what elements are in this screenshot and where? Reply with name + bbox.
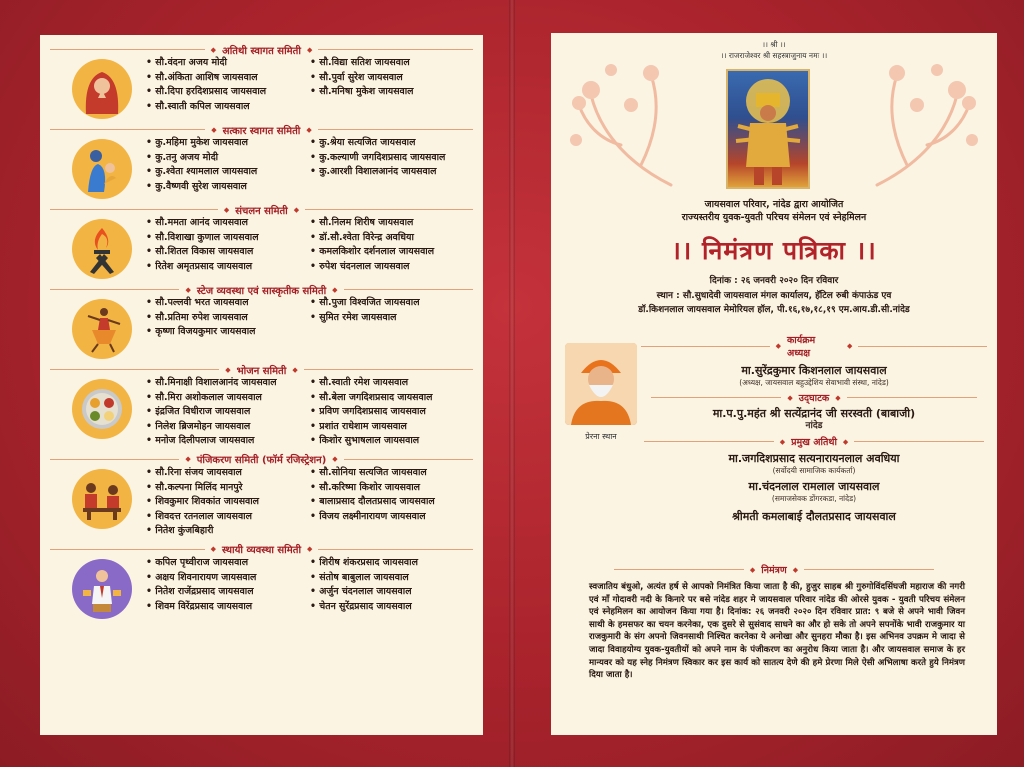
committee-member: • कु.कल्याणी जगदिशप्रसाद जायसवाल — [310, 151, 470, 166]
committee-member: • संतोष बाबुलाल जायसवाल — [310, 571, 470, 586]
host-line-1: जायसवाल परिवार, नांदेड द्वारा आयोजित — [704, 199, 844, 210]
committee-body — [50, 56, 473, 119]
committee-title: ◆ पंजिकरण समिती (फॉर्म रजिस्ट्रेशन) ◆ — [50, 453, 473, 466]
committee-member: • सौ.पुजा विश्वजित जायसवाल — [310, 296, 470, 311]
committee-member: • प्रविण जगदिशप्रसाद जायसवाल — [310, 405, 470, 420]
swami-portrait-icon — [565, 343, 637, 425]
committee-body — [50, 216, 473, 279]
dancer-icon — [72, 299, 132, 359]
committee-names — [146, 136, 473, 194]
committee-names — [146, 376, 473, 449]
committee-section — [50, 283, 473, 363]
committee-title: ◆ स्थायी व्यवस्था समिती ◆ — [50, 543, 473, 556]
committee-member: • अक्षय शिवनारायण जायसवाल — [146, 571, 302, 586]
inaugurator-heading-label: उद्‌घाटक — [798, 393, 830, 404]
committee-section — [50, 543, 473, 623]
floral-left-icon — [561, 45, 681, 195]
committee-member: • सौ.रिना संजय जायसवाल — [146, 466, 302, 481]
committee-member: • कमलकिशोर दर्शनलाल जायसवाल — [310, 245, 470, 260]
committee-member: • कपिल पृथ्वीराज जायसवाल — [146, 556, 302, 571]
inaugurator-name: मा.प.पु.महंत श्री सत्येंद्रानंद जी सरस्वती (बाबाजी) — [712, 407, 916, 420]
president-heading: ◆ कार्यक्रम अध्यक्ष ◆ — [641, 333, 987, 359]
committee-member: • सौ.विशाखा कुणाल जायसवाल — [146, 231, 302, 246]
committee-title-label: पंजिकरण समिती (फॉर्म रजिस्ट्रेशन) — [196, 455, 327, 467]
committee-names — [146, 296, 473, 340]
committee-title-label: सत्कार स्वागत समिती — [222, 125, 301, 137]
committee-member: • चेतन सुरेंद्रप्रसाद जायसवाल — [310, 600, 470, 615]
committee-member: • रितेश अमृतप्रसाद जायसवाल — [146, 260, 302, 275]
committee-title: ◆ अतिथी स्वागत समिती ◆ — [50, 43, 473, 56]
committee-member: • सौ.स्वाती कपिल जायसवाल — [146, 100, 302, 115]
venue-line-1: स्थान : सौ.सुधादेवी जायसवाल मंगल कार्यालय, हॅटिल रुबी कंपाऊंड एव — [656, 291, 892, 301]
chief-guest-heading: ◆ प्रमुख अतिथी ◆ — [641, 435, 987, 448]
date-line: दिनांक : २६ जनवरी २०२० दिन रविवार — [709, 276, 839, 286]
inaugurator-place: नांदेड — [805, 421, 823, 431]
committee-member: • शिवम विरेंद्रप्रसाद जायसवाल — [146, 600, 302, 615]
committee-title: ◆ संचलन समिती ◆ — [50, 203, 473, 216]
guest1-name: मा.जगदिशप्रसाद सत्यनारायनलाल अवधिया — [728, 452, 900, 465]
committee-member: • कु.महिमा मुकेश जायसवाल — [146, 136, 302, 151]
registration-desk-icon — [72, 469, 132, 529]
invitation-heading-wrap — [551, 563, 997, 576]
committee-body — [50, 376, 473, 449]
committee-section — [50, 43, 473, 123]
guest1-desc: (सर्वोदयी सामाजिक कार्यकर्ता) — [772, 466, 856, 475]
committee-member: • कृष्णा विजयकुमार जायसवाल — [146, 325, 302, 340]
deity-figure-icon — [728, 71, 808, 187]
guest2-name: मा.चंदनलाल रामलाल जायसवाल — [748, 480, 880, 493]
committee-member: • शिरीष शंकरप्रसाद जायसवाल — [310, 556, 470, 571]
committee-member: • सुमित रमेश जायसवाल — [310, 311, 470, 326]
thali-icon — [72, 379, 132, 439]
committee-title-label: स्थायी व्यवस्था समिती — [221, 545, 302, 557]
venue-line-2: डॉ.किशनलाल जायसवाल मेमोरियल हॉल, पी.१६,१७,१८,१९ एम.आय.डी.सी.नांदेड — [638, 305, 910, 315]
committee-member: • किशोर सुभाषलाल जायसवाल — [310, 434, 470, 449]
center-fold — [509, 0, 515, 767]
manager-icon — [72, 559, 132, 619]
committee-member: • निलेश ब्रिजमोहन जायसवाल — [146, 420, 302, 435]
committee-title: ◆ स्टेज व्यवस्था एवं सास्कृतीक समिती ◆ — [50, 283, 473, 296]
guest-section — [641, 333, 987, 524]
committee-section — [50, 203, 473, 283]
inaugurator-heading: ◆ उद्‌घाटक ◆ — [641, 391, 987, 404]
invitation-title: ।। निमंत्रण पत्रिका ।। — [671, 236, 877, 265]
shri-line: ।। श्री ।। — [762, 40, 786, 49]
committee-member: • शिवकुमार शिवकांत जायसवाल — [146, 495, 302, 510]
committee-section — [50, 453, 473, 543]
committee-names — [146, 56, 473, 114]
committee-member: • कु.तनु अजय मोदी — [146, 151, 302, 166]
mantra-line: ।। राजराजेश्वर श्री सहस्त्राजुनाय नमः ।। — [720, 51, 828, 60]
committee-member: • कु.श्वेता श्यामलाल जायसवाल — [146, 165, 302, 180]
committee-title-label: भोजन समिती — [236, 365, 287, 377]
committee-member: • मनोज दिलीपलाज जायसवाल — [146, 434, 302, 449]
mother-child-icon — [72, 139, 132, 199]
deity-image — [726, 69, 810, 189]
committee-names — [146, 556, 473, 614]
committee-member: • सौ.मनिषा मुकेश जायसवाल — [310, 85, 470, 100]
committee-member: • सौ.मिरा अशोकलाल जायसवाल — [146, 391, 302, 406]
invitation-panel — [551, 33, 997, 735]
floral-right-icon — [867, 45, 987, 195]
committee-member: • कु.आरशी विशालआनंद जायसवाल — [310, 165, 470, 180]
committees-panel — [40, 35, 483, 735]
committee-member: • बालाप्रसाद दौलतप्रसाद जायसवाल — [310, 495, 470, 510]
committee-section — [50, 123, 473, 203]
committee-names — [146, 466, 473, 539]
committee-member: • सौ.निलम शिरीष जायसवाल — [310, 216, 470, 231]
committee-member: • सौ.कल्पना मिलिंद मानपुरे — [146, 481, 302, 496]
invitation-heading: ◆ निमंत्रण ◆ — [551, 563, 997, 576]
guest3-name: श्रीमती कमलाबाई दौलतप्रसाद जायसवाल — [732, 510, 896, 523]
committee-member: • रुपेश चंदनलाल जायसवाल — [310, 260, 470, 275]
committee-member: • इंद्रजित विधीराज जायसवाल — [146, 405, 302, 420]
committee-member: • सौ.सोनिया सत्यजित जायसवाल — [310, 466, 470, 481]
committee-member: • सौ.शितल विकास जायसवाल — [146, 245, 302, 260]
committee-names — [146, 216, 473, 274]
president-heading-label: कार्यक्रम अध्यक्ष — [786, 335, 816, 359]
committee-body — [50, 466, 473, 539]
committee-body — [50, 556, 473, 619]
committee-member: • सौ.पुर्वा सुरेश जायसवाल — [310, 71, 470, 86]
torch-icon — [72, 219, 132, 279]
committee-title: ◆ भोजन समिती ◆ — [50, 363, 473, 376]
committee-member: • सौ.ममता आनंद जायसवाल — [146, 216, 302, 231]
guest2-desc: (समाजसेवक डोंगरकडा, नांदेड) — [771, 494, 857, 503]
committee-title-label: अतिथी स्वागत समिती — [222, 45, 301, 57]
committee-member: • सौ.मिनाक्षी विशालआनंद जायसवाल — [146, 376, 302, 391]
swami-photo — [565, 343, 637, 425]
committee-title-label: संचलन समिती — [235, 205, 288, 217]
committee-body — [50, 136, 473, 199]
invitation-body: स्वजातिय बंधुओ, अत्यंत हर्ष से आपको निमंत्रित किया जाता है की, हुजुर साहब श्री गुरुगोविंदसिंघजी महाराज की नगरी एवं माँ गोदावरी नदी के किनारे पर बसे नांदेड शहर मे जायसवाल परिवार नांदेड की ओरसे युवक - युवती परिचय संमेलन एवं स्नेहमिलन का आयोजन किया गया है। दिनांक: २६ जनवरी २०२० दिन रविवार प्रात: ९ बजे से अपने भावी जिवन साथी के हमसफर का चयन करनेका, एक दुसरे से सुसंवाद साधने का और हो सके तो अपने सपनोंके भावी राजकुमार या राजकुमारी के संग अपनो जिवनसाथी निश्चित करनेका ये अनोखा और सुनहरा मौका है। इस अभिनव उपक्रम मे जादा से जादा विवाहयोग्य युवक-युवतीयों को अपने नाम के पंजीकरण का अनुरोध किया जाता है। और जायसवाल समाज के हर मान्यवर को यह स्नेह निमंत्रण स्विकार कर इस कार्य को सातत्य देणे की हमे प्रेरणा मिले ऐसी अभिलाषा करते हुये निमंत्रण दिया जाता है। — [589, 582, 965, 681]
committee-title: ◆ सत्कार स्वागत समिती ◆ — [50, 123, 473, 136]
committee-member: • सौ.बेला जगदिशप्रसाद जायसवाल — [310, 391, 470, 406]
invitation-heading-label: निमंत्रण — [761, 565, 787, 576]
committee-member: • अर्जुन चंदनलाल जायसवाल — [310, 585, 470, 600]
prerna-caption: प्रेरना स्थान — [585, 432, 617, 441]
committee-member: • सौ.स्वाती रमेश जायसवाल — [310, 376, 470, 391]
committee-member: • नितेश राजेंद्रप्रसाद जायसवाल — [146, 585, 302, 600]
committee-member: • कु.वैष्णवी सुरेश जायसवाल — [146, 180, 302, 195]
committee-member: • सौ.अंकिता आशिष जायसवाल — [146, 71, 302, 86]
committee-body — [50, 296, 473, 359]
committee-section — [50, 363, 473, 453]
committee-member: • सौ.विद्या सतिश जायसवाल — [310, 56, 470, 71]
committee-member: • सौ.पल्लवी भरत जायसवाल — [146, 296, 302, 311]
committee-member: • सौ.प्रतिमा रुपेश जायसवाल — [146, 311, 302, 326]
committee-member: • कु.श्रेया सत्यजित जायसवाल — [310, 136, 470, 151]
committee-member: • डॉ.सौ.श्वेता विरेन्द्र अवधिया — [310, 231, 470, 246]
president-name: मा.सुरेंद्रकुमार किशनलाल जायसवाल — [741, 364, 887, 377]
host-line-2: राज्यस्तरीय युवक-युवती परिचय संमेलन एवं स्नेहमिलन — [681, 212, 867, 223]
committee-member: • सौ.करिष्मा किशोर जायसवाल — [310, 481, 470, 496]
committee-member: • सौ.वंदना अजय मोदी — [146, 56, 302, 71]
chief-guest-heading-label: प्रमुख अतिथी — [791, 437, 837, 448]
committee-member: • विजय लक्ष्मीनारायण जायसवाल — [310, 510, 470, 525]
president-desc: (अध्यक्ष, जायसवाल बहुउद्देशिय सेवाभावी संस्था, नांदेड) — [739, 378, 889, 387]
committee-member: • शिवदत्त रतनलाल जायसवाल — [146, 510, 302, 525]
committee-member: • नितेश कुंजबिहारी — [146, 524, 302, 539]
committee-title-label: स्टेज व्यवस्था एवं सास्कृतीक समिती — [196, 285, 327, 297]
committee-member: • सौ.दिपा हरदिशप्रसाद जायसवाल — [146, 85, 302, 100]
welcome-lady-icon — [72, 59, 132, 119]
committee-member: • प्रशांत राधेशाम जायसवाल — [310, 420, 470, 435]
